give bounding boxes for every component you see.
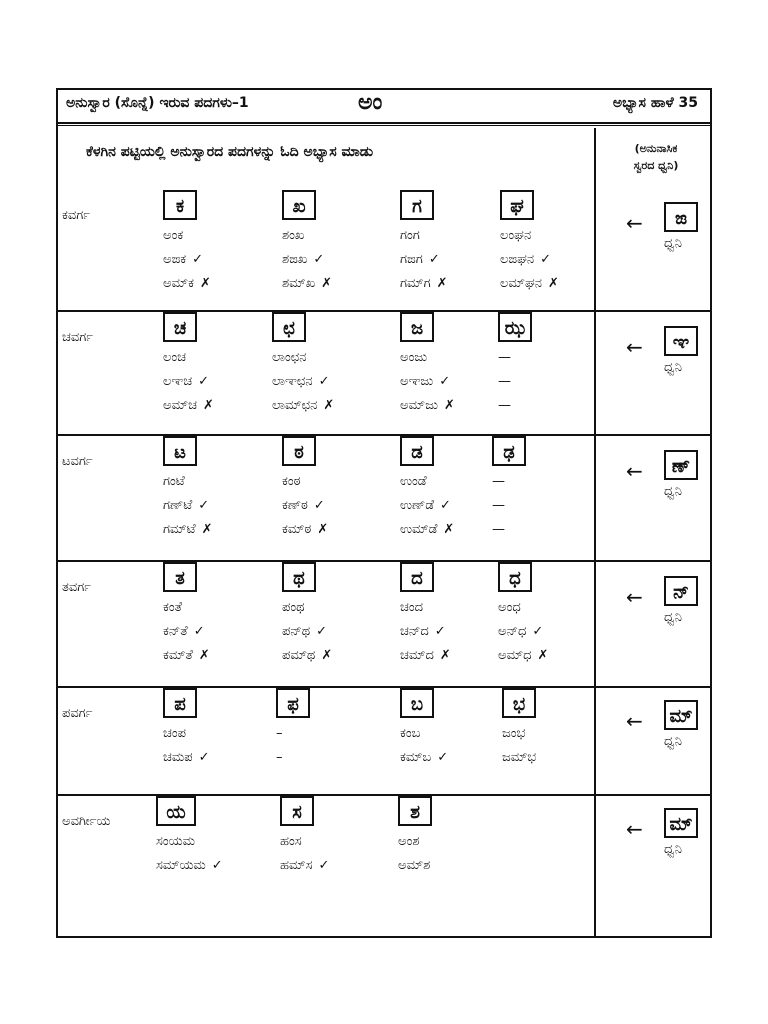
word-text: ಅಮ್‌ಜು (400, 398, 439, 413)
word-line (156, 854, 223, 878)
page-label: ಅಭ್ಯಾಸ ಹಾಳೆ 35 (612, 95, 698, 111)
letter-box: ಥ (282, 562, 316, 592)
word-text: ಲಾಂಛನ (272, 350, 307, 365)
letter-column (400, 190, 448, 296)
am-letter: ಅಂ (358, 90, 383, 115)
word-text: ಲಞಚ (163, 374, 193, 389)
letter-box: ಧ (498, 562, 532, 592)
word-line (400, 346, 455, 370)
group-name: ಟವರ್ಗ (62, 454, 93, 469)
letter-box: ಪ (163, 688, 197, 718)
letter-box: ಭ (502, 688, 536, 718)
letter-box: ದ (400, 562, 434, 592)
word-line (498, 644, 548, 668)
cross-icon: ✗ (317, 522, 329, 537)
word-text: ಪಮ್‌ಥ (282, 648, 316, 663)
word-text: ಅಮ್‌ಕ (163, 276, 194, 291)
nasal-letter-box: ನ್ (664, 576, 698, 606)
tick-icon: ✓ (428, 252, 440, 267)
letter-column (163, 190, 211, 296)
word-line (163, 272, 211, 296)
letter-box: ಸ (280, 796, 314, 826)
word-line (272, 394, 334, 418)
word-line (163, 224, 211, 248)
word-text: ಕಣ್‌ಠ (282, 498, 308, 513)
letter-column (492, 436, 526, 542)
word-text: ಹಮ್‌ಸ (280, 858, 313, 873)
arrow-left-icon: ← (626, 817, 643, 841)
letter-box: ಝ (498, 312, 532, 342)
word-text: — (498, 350, 511, 365)
word-line (498, 620, 548, 644)
letter-column (400, 562, 451, 668)
word-text: ಸಂಯಮ (156, 834, 195, 849)
word-line (498, 394, 532, 418)
letter-box: ಕ (163, 190, 197, 220)
group-name: ಪವರ್ಗ (62, 706, 93, 721)
word-line (282, 248, 332, 272)
word-line (282, 272, 332, 296)
letter-column (282, 562, 332, 668)
arrow-left-icon: ← (626, 211, 643, 235)
word-text: ಚಂಪ (163, 726, 186, 741)
word-text: ಅಂಕ (163, 228, 184, 243)
word-text: — (498, 374, 511, 389)
word-line (163, 346, 214, 370)
word-text: ಲಙಘನ (500, 252, 535, 267)
word-line (163, 596, 210, 620)
letter-box: ತ (163, 562, 197, 592)
word-text: ಕಂಬ (400, 726, 421, 741)
word-text: ಅಞಜು (400, 374, 434, 389)
letter-column (400, 312, 455, 418)
letter-box: ಖ (282, 190, 316, 220)
word-text: ಶಙಖ (282, 252, 308, 267)
word-line (163, 394, 214, 418)
word-line (163, 644, 210, 668)
nasal-sound (626, 326, 706, 382)
word-text: ಕಂಠ (282, 474, 301, 489)
word-text: ಪಂಥ (282, 600, 305, 615)
group-name: ಕವರ್ಗ (62, 208, 90, 223)
word-text: ಕಮ್‌ತೆ (163, 648, 193, 663)
letter-column (398, 796, 432, 878)
letter-column (498, 562, 548, 668)
letter-box: ಜ (400, 312, 434, 342)
group-name: ತವರ್ಗ (62, 580, 92, 595)
word-text: ಗಣ್‌ಟೆ (163, 498, 193, 513)
letter-column (163, 688, 209, 770)
worksheet-title: ಅನುಸ್ವಾರ (ಸೊನ್ನೆ) ಇರುವ ಪದಗಳು–1 (66, 95, 249, 111)
letter-column (502, 688, 536, 770)
nasal-note-line1: (ಅನುನಾಸಿಕ (634, 142, 678, 155)
word-text: ಅಮ್‌ಚ (163, 398, 198, 413)
word-line (163, 722, 209, 746)
word-text: ಚನ್‌ದ (400, 624, 429, 639)
letter-box: ಠ (282, 436, 316, 466)
word-text: ಗಙಗ (400, 252, 423, 267)
cross-icon: ✗ (439, 648, 451, 663)
tick-icon: ✓ (198, 750, 210, 765)
word-text: ಲಂಚ (163, 350, 187, 365)
word-line (498, 370, 532, 394)
tick-icon: ✓ (439, 374, 451, 389)
tick-icon: ✓ (437, 750, 449, 765)
word-line (163, 620, 210, 644)
word-text: ಅಂಶ (398, 834, 420, 849)
word-text: ಅಮ್‌ಶ (398, 858, 431, 873)
word-text: – (276, 726, 283, 741)
tick-icon: ✓ (434, 624, 446, 639)
word-line (400, 370, 455, 394)
word-line (282, 518, 328, 542)
nasal-label: ಧ್ವನಿ (664, 484, 682, 499)
tick-icon: ✓ (313, 498, 325, 513)
word-line (163, 494, 213, 518)
word-text: ಅಮ್‌ಧ (498, 648, 532, 663)
word-line (398, 830, 432, 854)
word-line (492, 518, 526, 542)
word-text: ಉಂಡೆ (400, 474, 427, 489)
tick-icon: ✓ (192, 252, 204, 267)
word-text: ಹಂಸ (280, 834, 302, 849)
word-line (282, 494, 328, 518)
word-line (163, 746, 209, 770)
word-text: ಅಙಕ (163, 252, 187, 267)
word-line (400, 224, 448, 248)
word-line (282, 224, 332, 248)
group-separator (58, 560, 710, 562)
nasal-letter-box: ಮ್ (664, 700, 698, 730)
group-separator (58, 310, 710, 312)
letter-column (500, 190, 559, 296)
word-line (163, 248, 211, 272)
word-line (400, 620, 451, 644)
nasal-note-line2: ಸ್ವರದ ಧ್ವನಿ) (633, 159, 679, 172)
word-text: ಜಮ್‌ಭ (502, 750, 537, 765)
word-text: ಅಂಧ (498, 600, 521, 615)
word-line (282, 596, 332, 620)
word-text: ಪನ್‌ಥ (282, 624, 311, 639)
letter-box: ಘ (500, 190, 534, 220)
letter-box: ಟ (163, 436, 197, 466)
cross-icon: ✗ (323, 398, 335, 413)
word-line (400, 746, 448, 770)
letter-box: ಚ (163, 312, 197, 342)
arrow-left-icon: ← (626, 335, 643, 359)
cross-icon: ✗ (200, 276, 211, 291)
nasal-label: ಧ್ವನಿ (664, 236, 682, 251)
letter-column (156, 796, 223, 878)
word-line (400, 470, 454, 494)
group-name: ಚವರ್ಗ (62, 330, 93, 345)
arrow-left-icon: ← (626, 585, 643, 609)
word-line (163, 518, 213, 542)
word-line (163, 370, 214, 394)
nasal-letter-box: ಞ (664, 326, 698, 356)
nasal-label: ಧ್ವನಿ (664, 360, 682, 375)
tick-icon: ✓ (198, 374, 210, 389)
word-text: ಸಮ್‌ಯಮ (156, 858, 206, 873)
word-line (502, 746, 536, 770)
word-text: ಲಂಘನ (500, 228, 532, 243)
letter-column (280, 796, 329, 878)
nasal-sound (626, 202, 706, 258)
letter-column (272, 312, 334, 418)
tick-icon: ✓ (540, 252, 552, 267)
word-text: ಜಂಭ (502, 726, 526, 741)
word-text: ಚಂದ (400, 600, 424, 615)
nasal-sound (626, 808, 706, 864)
word-line (400, 644, 451, 668)
word-line (500, 248, 559, 272)
word-line (400, 272, 448, 296)
word-line (163, 470, 213, 494)
letter-column (282, 190, 332, 296)
word-line (282, 470, 328, 494)
tick-icon: ✓ (440, 498, 451, 513)
nasal-sound (626, 450, 706, 506)
letter-box: ಢ (492, 436, 526, 466)
letter-box: ಫ (276, 688, 310, 718)
cross-icon: ✗ (443, 522, 455, 537)
word-text: ಗಮ್‌ಟೆ (163, 522, 196, 537)
tick-icon: ✓ (318, 858, 330, 873)
word-line (398, 854, 432, 878)
word-text: ಕನ್‌ತೆ (163, 624, 188, 639)
letter-box: ಶ (398, 796, 432, 826)
letter-column (163, 562, 210, 668)
letter-column (163, 312, 214, 418)
tick-icon: ✓ (318, 374, 330, 389)
word-text: ಶಂಖ (282, 228, 305, 243)
cross-icon: ✗ (198, 648, 210, 663)
cross-icon: ✗ (321, 648, 333, 663)
nasal-label: ಧ್ವನಿ (664, 610, 682, 625)
letter-box: ಯ (156, 796, 196, 826)
tick-icon: ✓ (313, 252, 325, 267)
word-text: ಕಮ್‌ಬ (400, 750, 432, 765)
word-text: ಲಾಮ್‌ಛನ (272, 398, 318, 413)
arrow-left-icon: ← (626, 459, 643, 483)
cross-icon: ✗ (436, 276, 448, 291)
nasal-sound (626, 576, 706, 632)
cross-icon: ✗ (537, 648, 549, 663)
word-text: ಲಮ್‌ಘನ (500, 276, 542, 291)
nasal-label: ಧ್ವನಿ (664, 842, 682, 857)
instruction-text: ಕೆಳಗಿನ ಪಟ್ಟಿಯಲ್ಲಿ ಅನುಸ್ವಾರದ ಪದಗಳನ್ನು ಓದಿ ಅಭ್ಯಾಸ ಮಾಡು (86, 144, 374, 160)
word-line (280, 854, 329, 878)
cross-icon: ✗ (548, 276, 559, 291)
header-bar (58, 90, 710, 124)
word-text: ಉಮ್‌ಡೆ (400, 522, 438, 537)
letter-column (276, 688, 310, 770)
group-separator (58, 434, 710, 436)
word-text: – (276, 750, 283, 765)
word-line (492, 494, 526, 518)
word-text: — (498, 398, 511, 413)
tick-icon: ✓ (211, 858, 223, 873)
word-line (400, 394, 455, 418)
word-line (492, 470, 526, 494)
word-line (276, 722, 310, 746)
group-separator (58, 686, 710, 688)
word-text: ಅನ್‌ಧ (498, 624, 527, 639)
word-line (282, 644, 332, 668)
tick-icon: ✓ (532, 624, 544, 639)
word-text: — (492, 522, 505, 537)
nasal-letter-box: ಣ್ (664, 450, 698, 480)
word-line (156, 830, 223, 854)
tick-icon: ✓ (198, 498, 210, 513)
word-text: ಲಾಞಛನ (272, 374, 313, 389)
word-text: ಗಮ್‌ಗ (400, 276, 431, 291)
letter-box: ಗ (400, 190, 434, 220)
word-line (400, 248, 448, 272)
word-line (500, 224, 559, 248)
word-text: ಕಂತೆ (163, 600, 183, 615)
worksheet (56, 88, 712, 938)
column-divider (594, 128, 596, 936)
group-name: ಅವರ್ಗೀಯ (62, 814, 111, 829)
word-text: ಚಮಪ (163, 750, 193, 765)
word-text: ಚಮ್‌ದ (400, 648, 434, 663)
tick-icon: ✓ (193, 624, 205, 639)
header-divider (58, 125, 710, 126)
letter-box: ಬ (400, 688, 434, 718)
nasal-note (606, 140, 706, 174)
word-line (272, 370, 334, 394)
cross-icon: ✗ (321, 276, 333, 291)
word-line (272, 346, 334, 370)
word-line (400, 494, 454, 518)
letter-column (163, 436, 213, 542)
word-line (282, 620, 332, 644)
nasal-letter-box: ಙ (664, 202, 698, 232)
word-line (500, 272, 559, 296)
word-text: — (492, 474, 505, 489)
letter-box: ಛ (272, 312, 306, 342)
cross-icon: ✗ (201, 522, 213, 537)
word-line (502, 722, 536, 746)
cross-icon: ✗ (444, 398, 455, 413)
letter-column (400, 436, 454, 542)
word-line (400, 722, 448, 746)
nasal-sound (626, 700, 706, 756)
arrow-left-icon: ← (626, 709, 643, 733)
letter-box: ಡ (400, 436, 434, 466)
letter-column (498, 312, 532, 418)
word-line (498, 596, 548, 620)
cross-icon: ✗ (203, 398, 214, 413)
word-line (280, 830, 329, 854)
word-text: ಗಂಗ (400, 228, 420, 243)
nasal-letter-box: ಮ್ (664, 808, 698, 838)
word-text: — (492, 498, 505, 513)
tick-icon: ✓ (316, 624, 328, 639)
letter-column (282, 436, 328, 542)
word-line (400, 596, 451, 620)
nasal-label: ಧ್ವನಿ (664, 734, 682, 749)
word-text: ಕಮ್‌ಠ (282, 522, 312, 537)
word-line (498, 346, 532, 370)
word-line (276, 746, 310, 770)
word-text: ಅಂಜು (400, 350, 428, 365)
word-text: ಉಣ್‌ಡೆ (400, 498, 434, 513)
word-text: ಗಂಟೆ (163, 474, 185, 489)
letter-column (400, 688, 448, 770)
word-text: ಶಮ್‌ಖ (282, 276, 316, 291)
word-line (400, 518, 454, 542)
